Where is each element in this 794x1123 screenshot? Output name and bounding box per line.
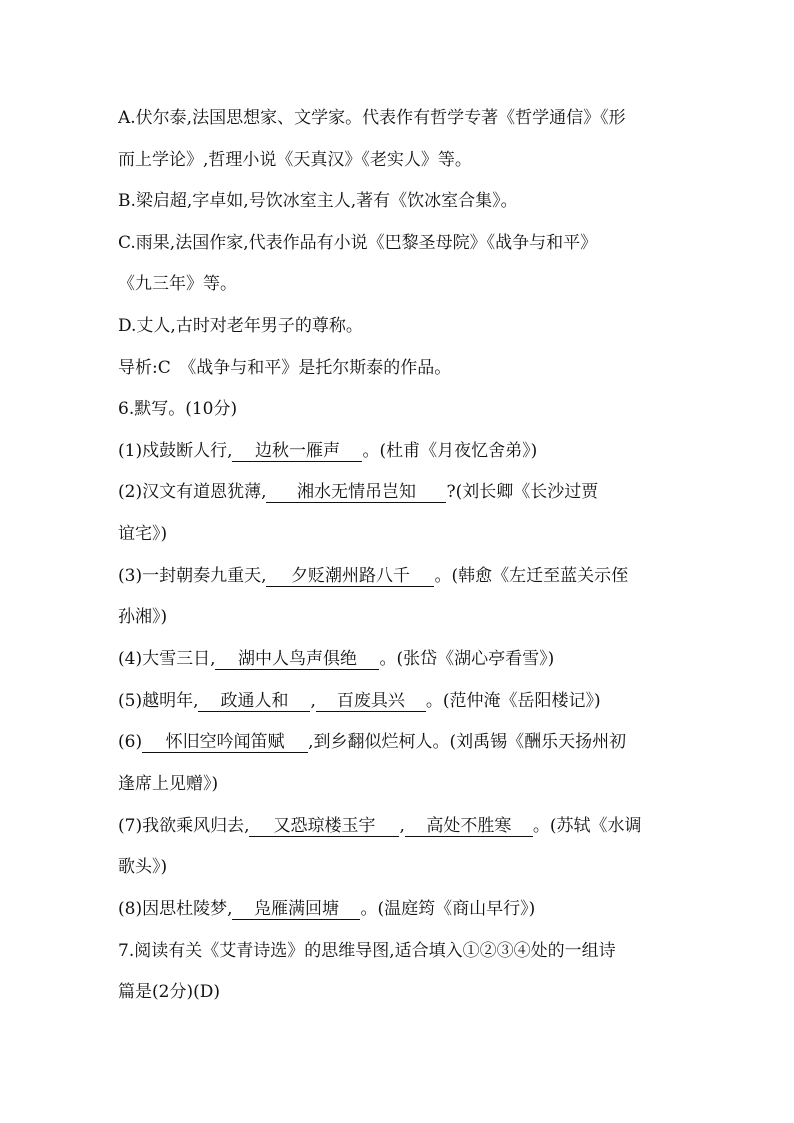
item-prefix: (2)汉文有道恩犹薄, bbox=[118, 482, 267, 502]
dictation-item-4 bbox=[118, 647, 554, 671]
item-suffix: 。(杜甫《月夜忆舍弟》) bbox=[362, 441, 538, 461]
answer-blank-2 bbox=[316, 691, 426, 712]
answer-text: 政通人和 bbox=[220, 691, 289, 711]
option-a-line-2: 而上学论》,哲理小说《天真汉》《老实人》等。 bbox=[118, 150, 472, 170]
answer-blank bbox=[232, 899, 360, 920]
answer-text: 夕贬潮州路八千 bbox=[290, 566, 410, 586]
item-prefix: (3)一封朝奏九重天, bbox=[118, 566, 267, 586]
item-prefix: (4)大雪三日, bbox=[118, 649, 216, 669]
question-6-title: 6.默写。(10分) bbox=[118, 399, 238, 419]
dictation-item-7 bbox=[118, 814, 642, 838]
item-suffix: ?(刘长卿《长沙过贾 bbox=[446, 482, 599, 502]
item-suffix: ,到乡翻似烂柯人。(刘禹锡《酬乐天扬州初 bbox=[308, 732, 627, 752]
dictation-item-6-continuation: 逢席上见赠》) bbox=[118, 774, 219, 794]
option-c-line-2: 《九三年》等。 bbox=[118, 274, 237, 294]
item-suffix: 。(张岱《湖心亭看雪》) bbox=[379, 649, 555, 669]
item-prefix: (7)我欲乘风归去, bbox=[118, 816, 250, 836]
item-separator: , bbox=[399, 816, 405, 836]
answer-text: 凫雁满回塘 bbox=[253, 899, 339, 919]
dictation-item-7-continuation: 歌头》) bbox=[118, 857, 168, 877]
answer-blank bbox=[266, 482, 446, 503]
question-7-line-2: 篇是(2分)(D) bbox=[118, 982, 220, 1002]
answer-text: 又恐琼楼玉宇 bbox=[273, 816, 376, 836]
option-c-line-1: C.雨果,法国作家,代表作品有小说《巴黎圣母院》《战争与和平》 bbox=[118, 233, 598, 253]
dictation-item-6 bbox=[118, 730, 626, 754]
answer-text-2: 高处不胜寒 bbox=[426, 816, 512, 836]
option-a-line-1: A.伏尔泰,法国思想家、文学家。代表作有哲学专著《哲学通信》《形 bbox=[118, 108, 626, 128]
item-suffix: 。(范仲淹《岳阳楼记》) bbox=[425, 691, 601, 711]
item-prefix: (1)戍鼓断人行, bbox=[118, 441, 233, 461]
analysis-text: 导析:C 《战争与和平》是托尔斯泰的作品。 bbox=[118, 358, 452, 378]
item-prefix: (5)越明年, bbox=[118, 691, 199, 711]
answer-blank bbox=[266, 566, 434, 587]
answer-text: 湖中人鸟声俱绝 bbox=[237, 649, 357, 669]
dictation-item-3-continuation: 孙湘》) bbox=[118, 607, 168, 627]
dictation-item-3 bbox=[118, 564, 628, 588]
dictation-item-1 bbox=[118, 439, 537, 463]
option-b: B.梁启超,字卓如,号饮冰室主人,著有《饮冰室合集》。 bbox=[118, 191, 518, 211]
answer-blank bbox=[249, 816, 399, 837]
answer-text: 边秋一雁声 bbox=[254, 441, 340, 461]
dictation-item-5 bbox=[118, 689, 601, 713]
answer-blank bbox=[232, 441, 362, 462]
answer-blank bbox=[215, 649, 379, 670]
question-7-line-1: 7.阅读有关《艾青诗选》的思维导图,适合填入①②③④处的一组诗 bbox=[118, 941, 616, 961]
item-prefix: (6) bbox=[118, 732, 143, 752]
item-suffix: 。(苏轼《水调 bbox=[532, 816, 642, 836]
dictation-item-2 bbox=[118, 480, 598, 504]
answer-blank-2 bbox=[405, 816, 533, 837]
answer-text: 湘水无情吊岂知 bbox=[296, 482, 416, 502]
item-prefix: (8)因思杜陵梦, bbox=[118, 899, 233, 919]
item-separator: , bbox=[310, 691, 316, 711]
dictation-item-8 bbox=[118, 897, 535, 921]
answer-text-2: 百废具兴 bbox=[336, 691, 405, 711]
item-suffix: 。(温庭筠《商山早行》) bbox=[360, 899, 536, 919]
option-d: D.丈人,古时对老年男子的尊称。 bbox=[118, 316, 363, 336]
answer-blank bbox=[198, 691, 310, 712]
item-suffix: 。(韩愈《左迁至蓝关示侄 bbox=[434, 566, 629, 586]
answer-text: 怀旧空吟闻笛赋 bbox=[165, 732, 285, 752]
dictation-item-2-continuation: 谊宅》) bbox=[118, 524, 168, 544]
answer-blank bbox=[142, 732, 308, 753]
